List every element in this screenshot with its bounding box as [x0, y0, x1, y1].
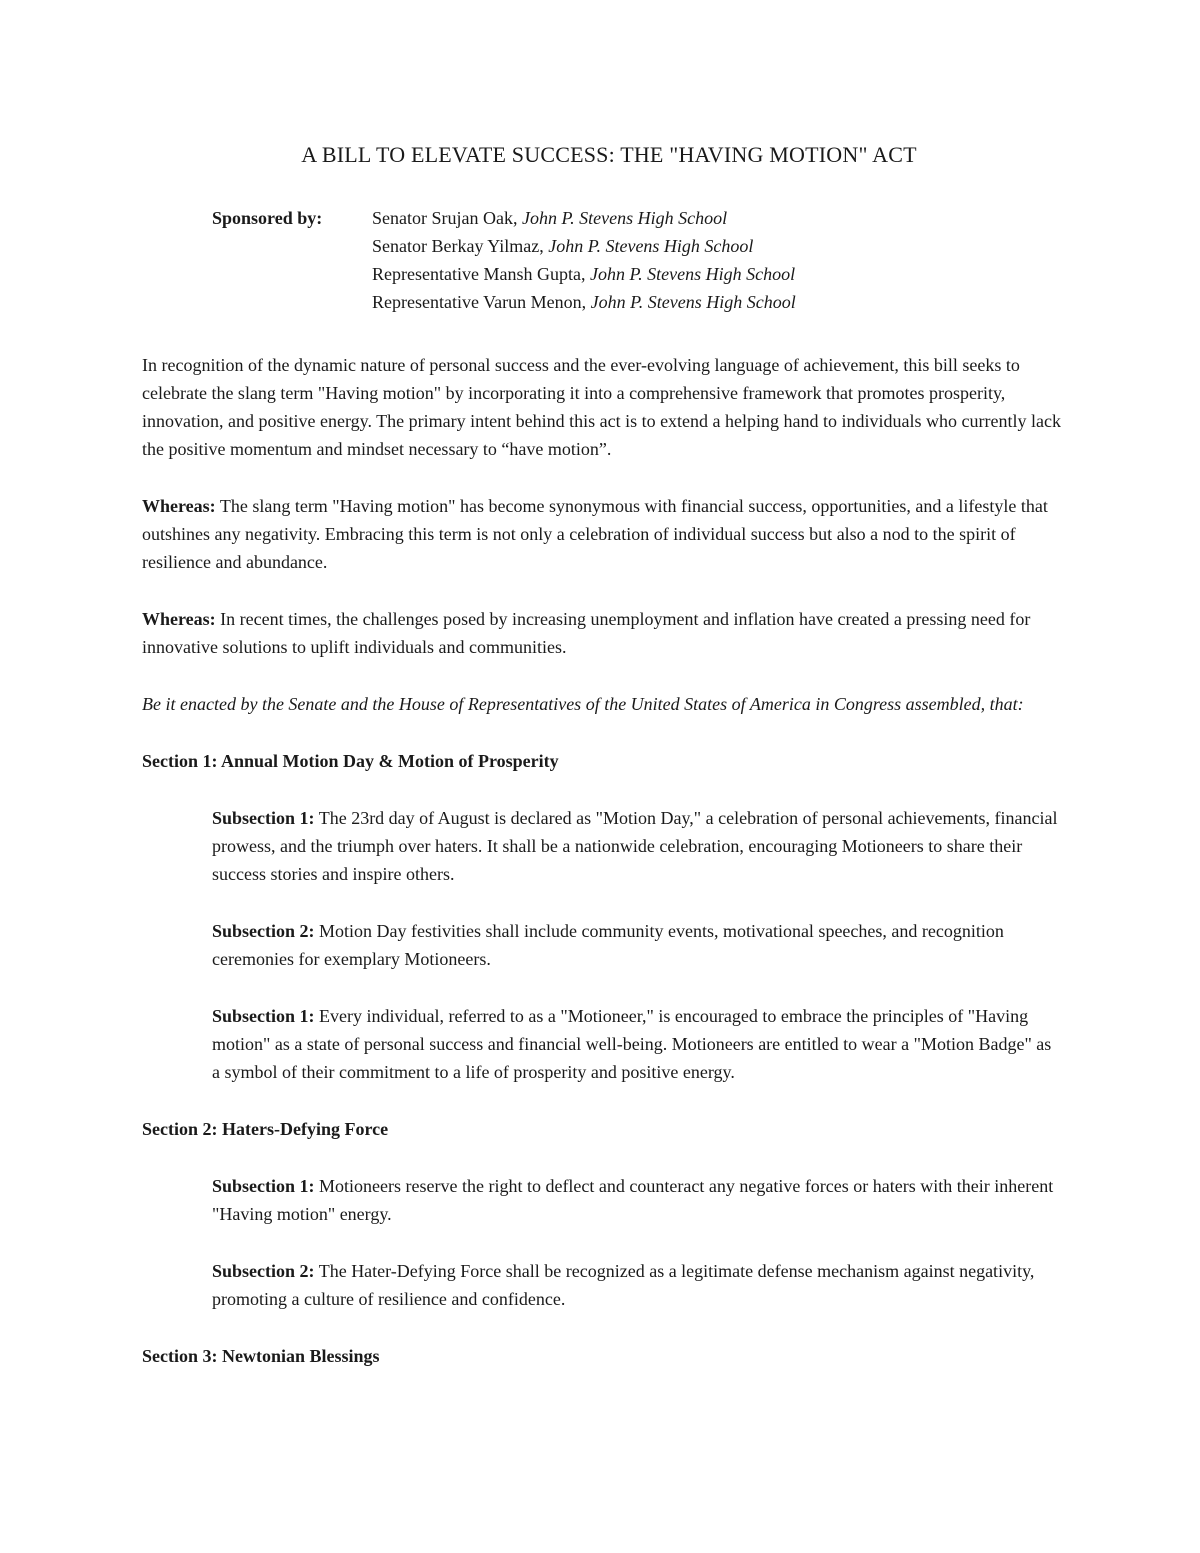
document-title: A BILL TO ELEVATE SUCCESS: THE "HAVING MOTION" ACT: [301, 142, 917, 167]
subsection-text: The Hater-Defying Force shall be recognized as a legitimate defense mechanism against negativity, promoting a culture of resilience and confidence.: [212, 1261, 1035, 1309]
sponsor-line: [372, 260, 1062, 288]
sponsor-name: Representative Varun Menon,: [372, 292, 587, 312]
sponsors-block: [142, 204, 1062, 316]
section-heading: Section 3: Newtonian Blessings: [142, 1346, 380, 1366]
sponsor-line: [372, 204, 1062, 232]
subsection-text: Motion Day festivities shall include community events, motivational speeches, and recognition ceremonies for exemplary Motioneers.: [212, 921, 1004, 969]
subsection-text: Motioneers reserve the right to deflect and counteract any negative forces or haters with their inherent "Having motion" energy.: [212, 1176, 1054, 1224]
whereas-text: In recent times, the challenges posed by increasing unemployment and inflation have created a pressing need for innovative solutions to uplift individuals and communities.: [142, 609, 1031, 657]
enacting-clause: Be it enacted by the Senate and the House of Representatives of the United States of America in Congress assembled, that:: [142, 694, 1024, 714]
subsection-label: Subsection 2:: [212, 1261, 315, 1281]
sponsor-school: John P. Stevens High School: [521, 208, 728, 228]
subsection: [142, 1002, 1062, 1086]
sponsor-line: [372, 288, 1062, 316]
intro-paragraph: In recognition of the dynamic nature of personal success and the ever-evolving language of achievement, this bill seeks to celebrate the slang term "Having motion" by incorporating it into a comprehensive framework that promotes prosperity, innovation, and positive energy. The primary intent behind this act is to extend a helping hand to individuals who currently lack the positive momentum and mindset necessary to “have motion”.: [142, 355, 1061, 459]
sponsors-list: [372, 204, 1062, 316]
subsection-label: Subsection 1:: [212, 808, 315, 828]
subsection: [142, 1172, 1062, 1228]
subsection: [142, 804, 1062, 888]
subsection-label: Subsection 1:: [212, 1006, 315, 1026]
sponsor-name: Senator Berkay Yilmaz,: [372, 236, 544, 256]
subsection-label: Subsection 2:: [212, 921, 315, 941]
document-page: [142, 140, 1062, 1370]
subsection-text: Every individual, referred to as a "Motioneer," is encouraged to embrace the principles of "Having motion" as a state of personal success and financial well-being. Motioneers are entitled to wear a "Motion Badge" as a symbol of their commitment to a life of prosperity and positive energy.: [212, 1006, 1052, 1082]
subsection-label: Subsection 1:: [212, 1176, 315, 1196]
sponsor-name: Senator Srujan Oak,: [372, 208, 518, 228]
subsection: [142, 917, 1062, 973]
section-heading: Section 1: Annual Motion Day & Motion of Prosperity: [142, 751, 559, 771]
subsection: [142, 1257, 1062, 1313]
section-heading: Section 2: Haters-Defying Force: [142, 1119, 389, 1139]
whereas-clause: [142, 605, 1062, 661]
sponsors-label: Sponsored by:: [212, 208, 323, 228]
sponsor-school: John P. Stevens High School: [548, 236, 754, 256]
subsection-text: The 23rd day of August is declared as "Motion Day," a celebration of personal achievements, financial prowess, and the triumph over haters. It shall be a nationwide celebration, encouraging Motioneers to share their success stories and inspire others.: [212, 808, 1058, 884]
whereas-clause: [142, 492, 1062, 576]
sponsor-school: John P. Stevens High School: [589, 264, 796, 284]
sponsor-line: [372, 232, 1062, 260]
sponsor-name: Representative Mansh Gupta,: [372, 264, 586, 284]
whereas-label: Whereas:: [142, 609, 216, 629]
whereas-text: The slang term "Having motion" has become synonymous with financial success, opportunities, and a lifestyle that outshines any negativity. Embracing this term is not only a celebration of individual success but also a nod to the spirit of resilience and abundance.: [142, 496, 1048, 572]
sponsor-school: John P. Stevens High School: [590, 292, 796, 312]
whereas-label: Whereas:: [142, 496, 216, 516]
